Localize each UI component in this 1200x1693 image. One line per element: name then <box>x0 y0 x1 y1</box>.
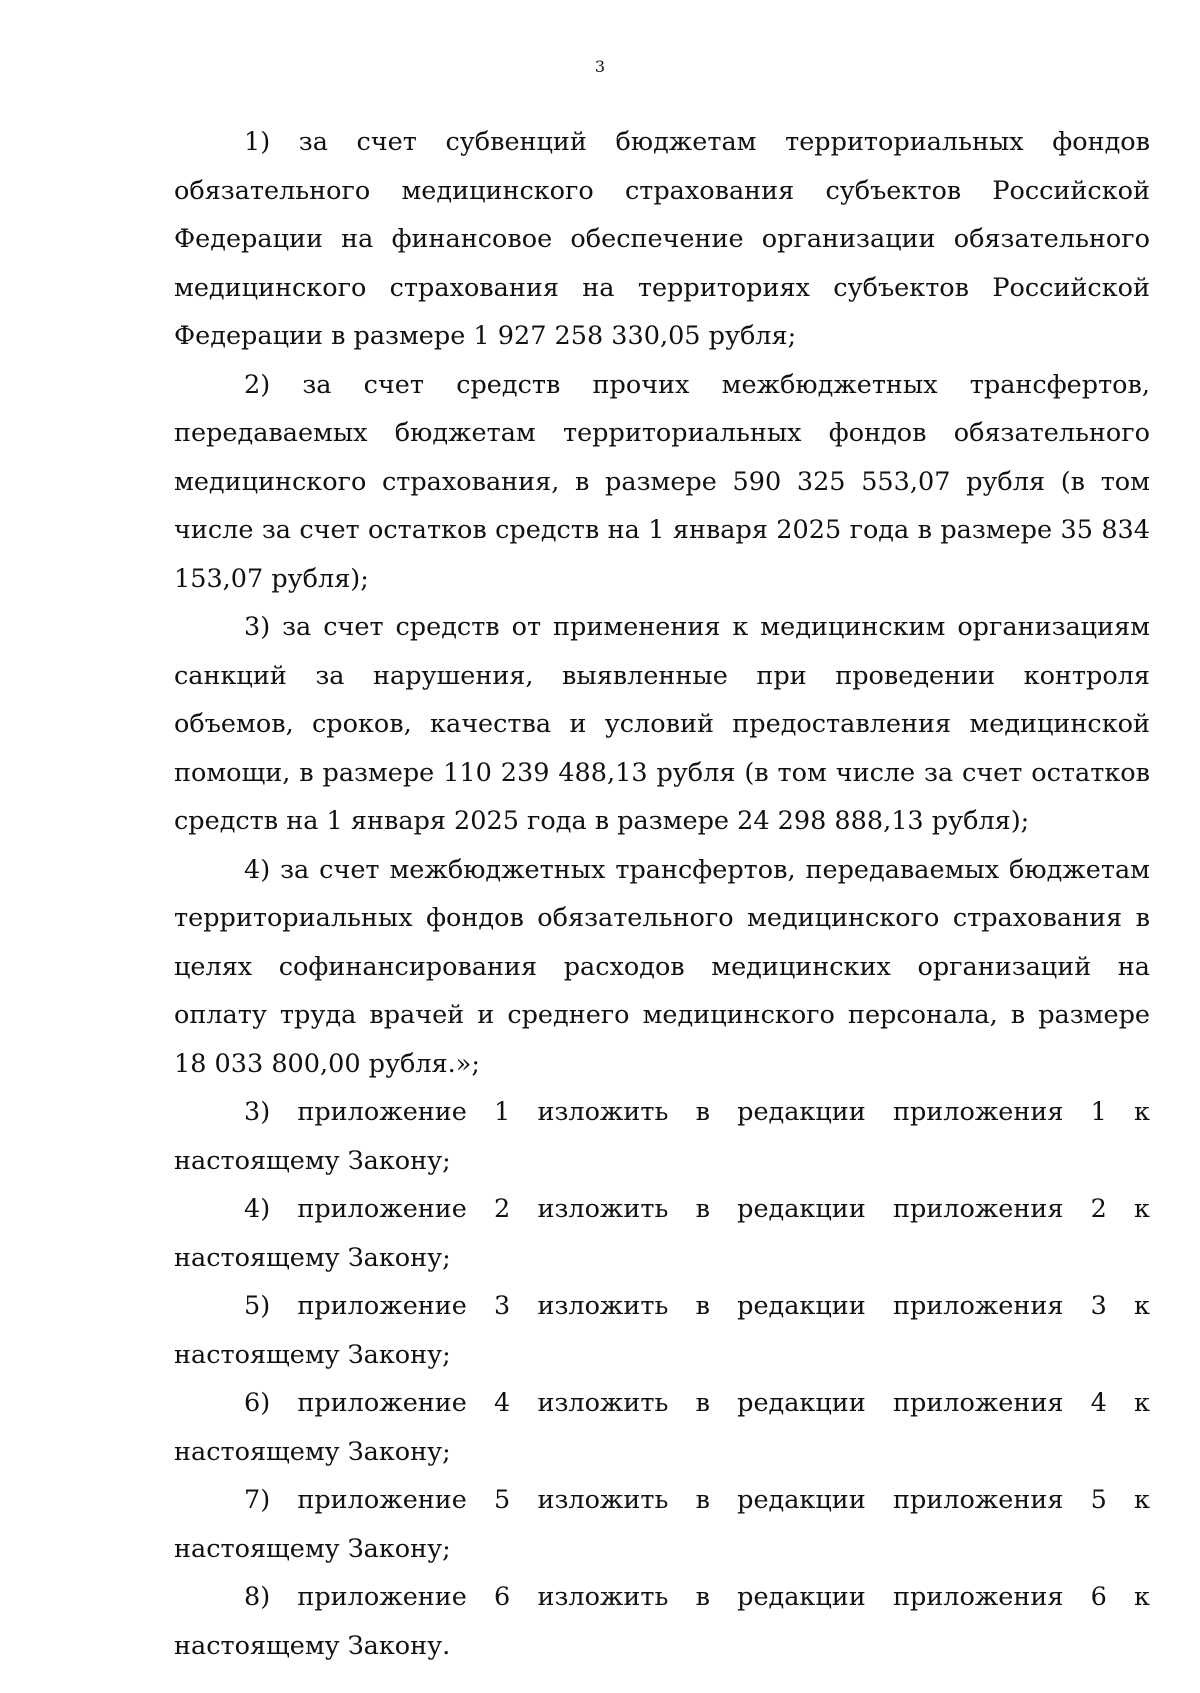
document-body <box>174 118 1150 1670</box>
paragraph-appendix-6: 8) приложение 6 изложить в редакции приложения 6 к настоящему Закону. <box>174 1582 1150 1661</box>
paragraph-appendix-2: 4) приложение 2 изложить в редакции приложения 2 к настоящему Закону; <box>174 1194 1150 1273</box>
paragraph-appendix-4: 6) приложение 4 изложить в редакции приложения 4 к настоящему Закону; <box>174 1388 1150 1467</box>
paragraph-appendix-3: 5) приложение 3 изложить в редакции приложения 3 к настоящему Закону; <box>174 1291 1150 1370</box>
paragraph-sanctions: 3) за счет средств от применения к медицинским организациям санкций за нарушения, выявленные при проведении контроля объемов, сроков, качества и условий предоставления медицинской помощи, в размере 110 239 488,13 рубля (в том числе за счет остатков средств на 1 января 2025 года в размере 24 298 888,13 рубля); <box>174 612 1150 836</box>
paragraph-subvention: 1) за счет субвенций бюджетам территориальных фондов обязательного медицинского страхования субъектов Российской Федерации на финансовое обеспечение организации обязательного медицинского страхования на территориях субъектов Российской Федерации в размере 1 927 258 330,05 рубля; <box>174 127 1150 351</box>
paragraph-appendix-1: 3) приложение 1 изложить в редакции приложения 1 к настоящему Закону; <box>174 1097 1150 1176</box>
paragraph-appendix-5: 7) приложение 5 изложить в редакции приложения 5 к настоящему Закону; <box>174 1485 1150 1564</box>
paragraph-cofinancing: 4) за счет межбюджетных трансфертов, передаваемых бюджетам территориальных фондов обязательного медицинского страхования в целях софинансирования расходов медицинских организаций на оплату труда врачей и среднего медицинского персонала, в размере 18 033 800,00 рубля.»; <box>174 854 1150 1079</box>
paragraph-interbudget-transfers: 2) за счет средств прочих межбюджетных трансфертов, передаваемых бюджетам территориальных фондов обязательного медицинского страхования, в размере 590 325 553,07 рубля (в том числе за счет остатков средств на 1 января 2025 года в размере 35 834 153,07 рубля); <box>174 369 1150 594</box>
page-number: 3 <box>594 57 606 76</box>
